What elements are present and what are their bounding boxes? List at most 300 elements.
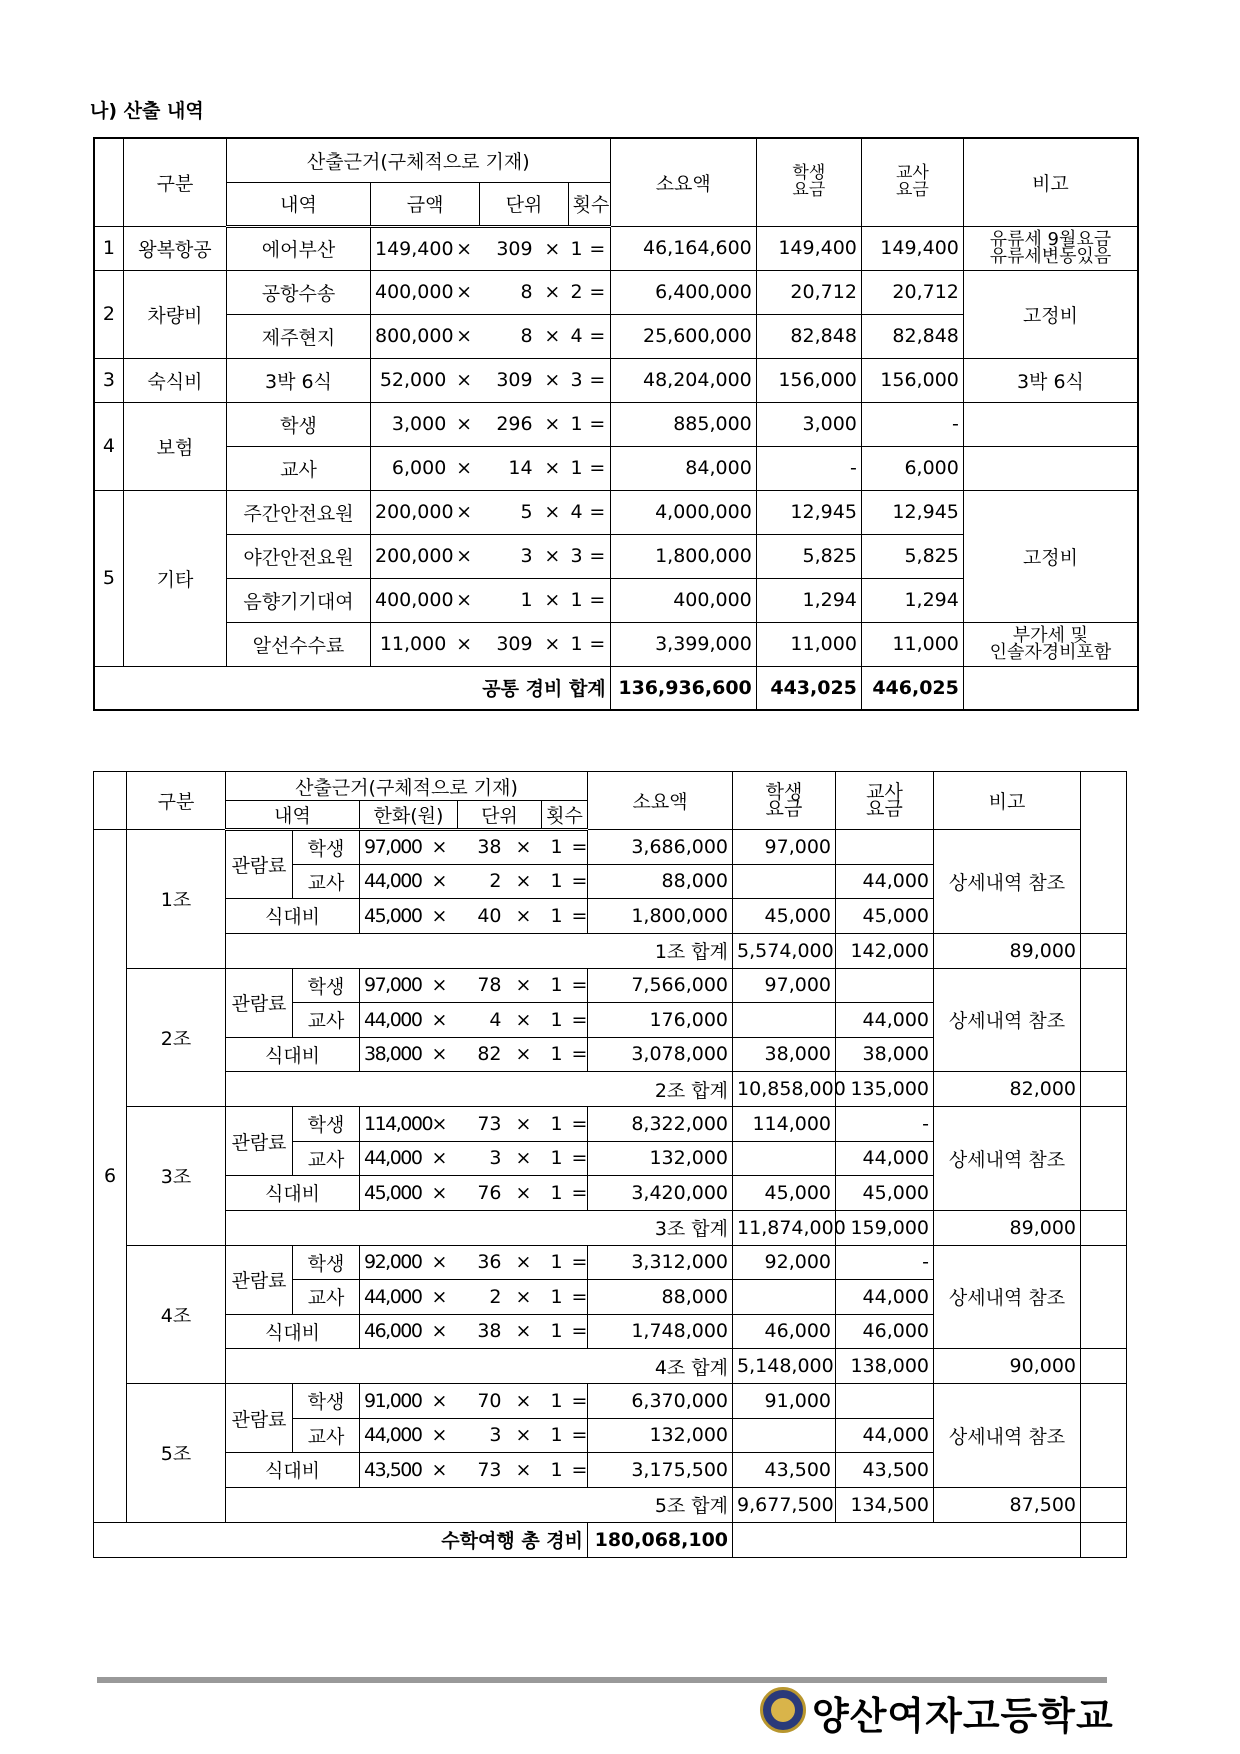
row-times: 1: [568, 578, 585, 622]
row-times: 1: [568, 226, 585, 270]
row-unit: 8: [480, 270, 537, 314]
row-student-fee: -: [756, 446, 861, 490]
equals-sign: =: [585, 270, 610, 314]
row-note: 상세내역 참조: [934, 1245, 1081, 1349]
header-row: [94, 772, 1127, 801]
times-sign: ×: [448, 314, 480, 358]
row-sub-item: 학생: [293, 1245, 360, 1280]
row-teacher-fee: [836, 1384, 934, 1419]
fee-label: 관람료: [226, 1384, 293, 1453]
row-times: 1: [568, 622, 585, 666]
row-total: 3,175,500: [588, 1453, 733, 1488]
equals-sign: =: [572, 1418, 588, 1453]
times-sign: ×: [506, 864, 542, 899]
row-sub-item: 식대비: [226, 1037, 360, 1072]
school-emblem-icon: [760, 1687, 806, 1733]
section-title: 나) 산출 내역: [90, 100, 204, 122]
times-sign: ×: [448, 490, 480, 534]
row-sub-item: 식대비: [226, 1453, 360, 1488]
row-student-fee: 20,712: [756, 270, 861, 314]
table-row: [94, 446, 1138, 490]
row-amount: 400,000: [371, 578, 449, 622]
row-unit: 3: [458, 1141, 506, 1176]
group-sum-row: [94, 1349, 1127, 1384]
row-total: 3,399,000: [610, 622, 756, 666]
row-total: 8,322,000: [588, 1107, 733, 1142]
row-sub-item: 학생: [293, 1107, 360, 1142]
equals-sign: =: [585, 622, 610, 666]
header-student: 학생 요금: [756, 138, 861, 226]
row-amount: 44,000: [360, 1003, 422, 1038]
times-sign: ×: [422, 1003, 458, 1038]
row-unit: 73: [458, 1107, 506, 1142]
row-times: 1: [542, 968, 572, 1003]
row-amount: 44,000: [360, 1280, 422, 1315]
equals-sign: =: [572, 968, 588, 1003]
group-sum-student: 135,000: [836, 1072, 934, 1107]
row-amount: 43,500: [360, 1453, 422, 1488]
equals-sign: =: [585, 446, 610, 490]
row-student-fee: [733, 1418, 836, 1453]
fee-label: 관람료: [226, 968, 293, 1037]
row-teacher-fee: -: [836, 1245, 934, 1280]
row-unit: 296: [480, 402, 537, 446]
group-sum-total: 10,858,000: [733, 1072, 836, 1107]
row-amount: 52,000: [371, 358, 449, 402]
equals-sign: =: [585, 402, 610, 446]
table-row: [94, 226, 1138, 270]
group-sum-label: 2조 합계: [226, 1072, 733, 1107]
row-teacher-fee: 82,848: [861, 314, 963, 358]
row-amount: 3,000: [371, 402, 449, 446]
group-name: 5조: [127, 1384, 226, 1523]
row-student-fee: 82,848: [756, 314, 861, 358]
times-sign: ×: [506, 899, 542, 934]
grand-empty: [733, 1522, 1081, 1557]
row-teacher-fee: 20,712: [861, 270, 963, 314]
times-sign: ×: [537, 446, 569, 490]
header-teacher: 교사 요금: [836, 772, 934, 830]
row-item: 알선수수료: [226, 622, 370, 666]
row-student-fee: 11,000: [756, 622, 861, 666]
fee-label: 관람료: [226, 830, 293, 899]
footer-divider: [97, 1677, 1107, 1683]
row-amount: 200,000: [371, 534, 449, 578]
table-row: [94, 1245, 1127, 1280]
times-sign: ×: [422, 968, 458, 1003]
group-sum-total: 5,574,000: [733, 933, 836, 968]
row-times: 1: [542, 1141, 572, 1176]
row-student-fee: [733, 864, 836, 899]
group-sum-total: 9,677,500: [733, 1487, 836, 1522]
times-sign: ×: [506, 968, 542, 1003]
row-item: 야간안전요원: [226, 534, 370, 578]
row-unit: 36: [458, 1245, 506, 1280]
group-sum-teacher: 87,500: [934, 1487, 1081, 1522]
row-teacher-fee: 5,825: [861, 534, 963, 578]
row-student-fee: 114,000: [733, 1107, 836, 1142]
row-unit: 78: [458, 968, 506, 1003]
row-item: 주간안전요원: [226, 490, 370, 534]
sum-row: [94, 666, 1138, 710]
row-no: 1: [94, 226, 123, 270]
group-sum-total: 11,874,000: [733, 1210, 836, 1245]
group-sum-student: 138,000: [836, 1349, 934, 1384]
times-sign: ×: [422, 1314, 458, 1349]
equals-sign: =: [572, 1384, 588, 1419]
row-unit: 38: [458, 1314, 506, 1349]
times-sign: ×: [506, 1280, 542, 1315]
times-sign: ×: [506, 1453, 542, 1488]
row-amount: 200,000: [371, 490, 449, 534]
row-unit: 40: [458, 899, 506, 934]
row-total: 88,000: [588, 1280, 733, 1315]
fee-label: 관람료: [226, 1245, 293, 1314]
row-teacher-fee: 38,000: [836, 1037, 934, 1072]
row-note: 3박 6식: [963, 358, 1138, 402]
row-no: 3: [94, 358, 123, 402]
equals-sign: =: [572, 1245, 588, 1280]
row-unit: 82: [458, 1037, 506, 1072]
header-times: 횟수: [542, 801, 588, 830]
row-student-fee: 43,500: [733, 1453, 836, 1488]
row-total: 3,686,000: [588, 830, 733, 865]
header-student: 학생 요금: [733, 772, 836, 830]
table-row: [94, 968, 1127, 1003]
row-student-fee: 45,000: [733, 1176, 836, 1211]
group-sum-teacher: 89,000: [934, 1210, 1081, 1245]
times-sign: ×: [537, 402, 569, 446]
times-sign: ×: [448, 402, 480, 446]
header-teacher: 교사 요금: [861, 138, 963, 226]
row-amount: 400,000: [371, 270, 449, 314]
equals-sign: =: [572, 1107, 588, 1142]
row-times: 1: [568, 446, 585, 490]
row-teacher-fee: 6,000: [861, 446, 963, 490]
row-total: 3,078,000: [588, 1037, 733, 1072]
row-times: 1: [542, 1037, 572, 1072]
row-sub-item: 식대비: [226, 1314, 360, 1349]
row-teacher-fee: 45,000: [836, 1176, 934, 1211]
sum-student: 443,025: [756, 666, 861, 710]
row-unit: 2: [458, 1280, 506, 1315]
times-sign: ×: [506, 1003, 542, 1038]
row-student-fee: 38,000: [733, 1037, 836, 1072]
row-note: 상세내역 참조: [934, 1107, 1081, 1211]
row-student-fee: 46,000: [733, 1314, 836, 1349]
equals-sign: =: [572, 1176, 588, 1211]
group-sum-teacher: 90,000: [934, 1349, 1081, 1384]
row-teacher-fee: 45,000: [836, 899, 934, 934]
header-unit: 단위: [480, 182, 568, 226]
row-student-fee: 97,000: [733, 968, 836, 1003]
row-teacher-fee: 44,000: [836, 1003, 934, 1038]
times-sign: ×: [422, 1245, 458, 1280]
equals-sign: =: [585, 578, 610, 622]
row-times: 3: [568, 358, 585, 402]
row-student-fee: [733, 1280, 836, 1315]
group-sum-label: 1조 합계: [226, 933, 733, 968]
equals-sign: =: [585, 358, 610, 402]
header-detail: 내역: [226, 801, 360, 830]
row-sub-item: 학생: [293, 830, 360, 865]
row-note: [963, 402, 1138, 446]
times-sign: ×: [422, 1176, 458, 1211]
group-sum-row: [94, 1210, 1127, 1245]
sum-note: [963, 666, 1138, 710]
table-row: [94, 270, 1138, 314]
row-sub-item: 학생: [293, 1384, 360, 1419]
row-unit: 5: [480, 490, 537, 534]
equals-sign: =: [572, 1314, 588, 1349]
group-sum-note: [1081, 933, 1127, 968]
header-basis: 산출근거(구체적으로 기재): [226, 772, 588, 801]
times-sign: ×: [422, 864, 458, 899]
row-teacher-fee: 12,945: [861, 490, 963, 534]
times-sign: ×: [422, 830, 458, 865]
row-teacher-fee: 44,000: [836, 864, 934, 899]
group-sum-student: 142,000: [836, 933, 934, 968]
row-sub-item: 교사: [293, 1280, 360, 1315]
row-amount: 91,000: [360, 1384, 422, 1419]
row-student-fee: 45,000: [733, 899, 836, 934]
row-total: 132,000: [588, 1141, 733, 1176]
times-sign: ×: [506, 1418, 542, 1453]
row-teacher-fee: 43,500: [836, 1453, 934, 1488]
row-student-fee: 91,000: [733, 1384, 836, 1419]
row-unit: 3: [480, 534, 537, 578]
row-total: 3,312,000: [588, 1245, 733, 1280]
row-note: 유류세 9월요금 유류세변동있음: [963, 226, 1138, 270]
equals-sign: =: [572, 899, 588, 934]
times-sign: ×: [422, 1418, 458, 1453]
row-total: 4,000,000: [610, 490, 756, 534]
row-student-fee: 3,000: [756, 402, 861, 446]
header-total: 소요액: [610, 138, 756, 226]
row-teacher-fee: 44,000: [836, 1141, 934, 1176]
row-item: 교사: [226, 446, 370, 490]
row-times: 3: [568, 534, 585, 578]
row-teacher-fee: 156,000: [861, 358, 963, 402]
row-student-fee: 92,000: [733, 1245, 836, 1280]
row-teacher-fee: 46,000: [836, 1314, 934, 1349]
row-times: 4: [568, 490, 585, 534]
header-unit: 단위: [458, 801, 542, 830]
row-unit: 2: [458, 864, 506, 899]
row-times: 2: [568, 270, 585, 314]
row-sub-item: 교사: [293, 864, 360, 899]
group-sum-row: [94, 1487, 1127, 1522]
equals-sign: =: [572, 1453, 588, 1488]
row-category: 차량비: [123, 270, 226, 358]
header-gubun: 구분: [127, 772, 226, 830]
equals-sign: =: [572, 1037, 588, 1072]
row-amount: 45,000: [360, 1176, 422, 1211]
row-unit: 70: [458, 1384, 506, 1419]
row-note: 상세내역 참조: [934, 830, 1081, 934]
row-student-fee: 156,000: [756, 358, 861, 402]
row-times: 1: [542, 1003, 572, 1038]
group-name: 2조: [127, 968, 226, 1107]
row-student-fee: 5,825: [756, 534, 861, 578]
row-item: 공항수송: [226, 270, 370, 314]
header-row: [94, 138, 1138, 182]
row-note: 상세내역 참조: [934, 1384, 1081, 1488]
grand-total: 180,068,100: [588, 1522, 733, 1557]
row-sub-item: 교사: [293, 1418, 360, 1453]
times-sign: ×: [422, 1107, 458, 1142]
row-total: 1,800,000: [588, 899, 733, 934]
row-total: 6,400,000: [610, 270, 756, 314]
row-amount: 149,400: [371, 226, 449, 270]
row-amount: 114,000: [360, 1107, 422, 1142]
row-unit: 309: [480, 226, 537, 270]
row-teacher-fee: [836, 830, 934, 865]
times-sign: ×: [537, 358, 569, 402]
row-total: 88,000: [588, 864, 733, 899]
sum-teacher: 446,025: [861, 666, 963, 710]
row-unit: 3: [458, 1418, 506, 1453]
row-amount: 11,000: [371, 622, 449, 666]
row-times: 1: [542, 1418, 572, 1453]
times-sign: ×: [422, 1141, 458, 1176]
row-sub-item: 교사: [293, 1141, 360, 1176]
row-amount: 800,000: [371, 314, 449, 358]
row-category: 기타: [123, 490, 226, 666]
row-item: 에어부산: [226, 226, 370, 270]
row-student-fee: [733, 1141, 836, 1176]
row-total: 7,566,000: [588, 968, 733, 1003]
row-total: 6,370,000: [588, 1384, 733, 1419]
fee-label: 관람료: [226, 1107, 293, 1176]
header-gubun: 구분: [123, 138, 226, 226]
equals-sign: =: [585, 534, 610, 578]
times-sign: ×: [506, 1107, 542, 1142]
row-no: 5: [94, 490, 123, 666]
times-sign: ×: [422, 1453, 458, 1488]
header-basis: 산출근거(구체적으로 기재): [226, 138, 610, 182]
row-unit: 4: [458, 1003, 506, 1038]
common-cost-table: [93, 137, 1139, 711]
row-item: 3박 6식: [226, 358, 370, 402]
row-amount: 44,000: [360, 1418, 422, 1453]
row-unit: 73: [458, 1453, 506, 1488]
times-sign: ×: [537, 534, 569, 578]
row-category: 숙식비: [123, 358, 226, 402]
header-note: 비고: [934, 772, 1081, 830]
row-amount: 44,000: [360, 864, 422, 899]
grand-label: 수학여행 총 경비: [94, 1522, 588, 1557]
times-sign: ×: [448, 534, 480, 578]
times-sign: ×: [506, 1384, 542, 1419]
times-sign: ×: [537, 314, 569, 358]
header-times: 횟수: [568, 182, 610, 226]
row-total: 400,000: [610, 578, 756, 622]
row-student-fee: 12,945: [756, 490, 861, 534]
row-teacher-fee: -: [861, 402, 963, 446]
header-detail: 내역: [226, 182, 370, 226]
row-student-fee: 149,400: [756, 226, 861, 270]
header-total: 소요액: [588, 772, 733, 830]
table-row: [94, 830, 1127, 865]
group-sum-row: [94, 1072, 1127, 1107]
row-times: 1: [542, 1176, 572, 1211]
table-row: [94, 622, 1138, 666]
times-sign: ×: [506, 1314, 542, 1349]
row-no: 6: [94, 830, 127, 1523]
row-total: 46,164,600: [610, 226, 756, 270]
row-no: 4: [94, 402, 123, 490]
times-sign: ×: [537, 578, 569, 622]
row-item: 제주현지: [226, 314, 370, 358]
row-teacher-fee: 149,400: [861, 226, 963, 270]
row-times: 1: [542, 1245, 572, 1280]
times-sign: ×: [448, 358, 480, 402]
times-sign: ×: [506, 1245, 542, 1280]
group-name: 3조: [127, 1107, 226, 1246]
group-sum-note: [1081, 1349, 1127, 1384]
row-teacher-fee: 1,294: [861, 578, 963, 622]
equals-sign: =: [572, 830, 588, 865]
table-row: [94, 490, 1138, 534]
row-amount: 44,000: [360, 1141, 422, 1176]
row-note: 부가세 및 인솔자경비포함: [963, 622, 1138, 666]
row-times: 1: [568, 402, 585, 446]
times-sign: ×: [448, 270, 480, 314]
row-times: 1: [542, 1453, 572, 1488]
times-sign: ×: [422, 1037, 458, 1072]
times-sign: ×: [537, 622, 569, 666]
row-unit: 14: [480, 446, 537, 490]
row-total: 132,000: [588, 1418, 733, 1453]
group-sum-note: [1081, 1210, 1127, 1245]
row-amount: 6,000: [371, 446, 449, 490]
group-cost-table: [93, 771, 1127, 1558]
row-teacher-fee: -: [836, 1107, 934, 1142]
table-row: [94, 402, 1138, 446]
header-no-cell: [94, 772, 127, 830]
row-unit: 309: [480, 622, 537, 666]
row-total: 1,748,000: [588, 1314, 733, 1349]
row-sub-item: 식대비: [226, 899, 360, 934]
row-total: 885,000: [610, 402, 756, 446]
row-student-fee: [733, 1003, 836, 1038]
group-sum-student: 134,500: [836, 1487, 934, 1522]
row-student-fee: 1,294: [756, 578, 861, 622]
row-unit: 1: [480, 578, 537, 622]
group-name: 4조: [127, 1245, 226, 1384]
row-total: 25,600,000: [610, 314, 756, 358]
equals-sign: =: [572, 1003, 588, 1038]
row-note: 고정비: [963, 270, 1138, 358]
header-amount: 금액: [371, 182, 480, 226]
times-sign: ×: [506, 1141, 542, 1176]
equals-sign: =: [572, 864, 588, 899]
times-sign: ×: [537, 490, 569, 534]
row-times: 1: [542, 830, 572, 865]
row-category: 왕복항공: [123, 226, 226, 270]
row-amount: 38,000: [360, 1037, 422, 1072]
times-sign: ×: [422, 1280, 458, 1315]
row-teacher-fee: [836, 968, 934, 1003]
row-total: 176,000: [588, 1003, 733, 1038]
row-sub-item: 학생: [293, 968, 360, 1003]
group-sum-row: [94, 933, 1127, 968]
group-name: 1조: [127, 830, 226, 969]
row-unit: 76: [458, 1176, 506, 1211]
times-sign: ×: [506, 830, 542, 865]
school-name: 양산여자고등학교: [812, 1694, 1114, 1738]
